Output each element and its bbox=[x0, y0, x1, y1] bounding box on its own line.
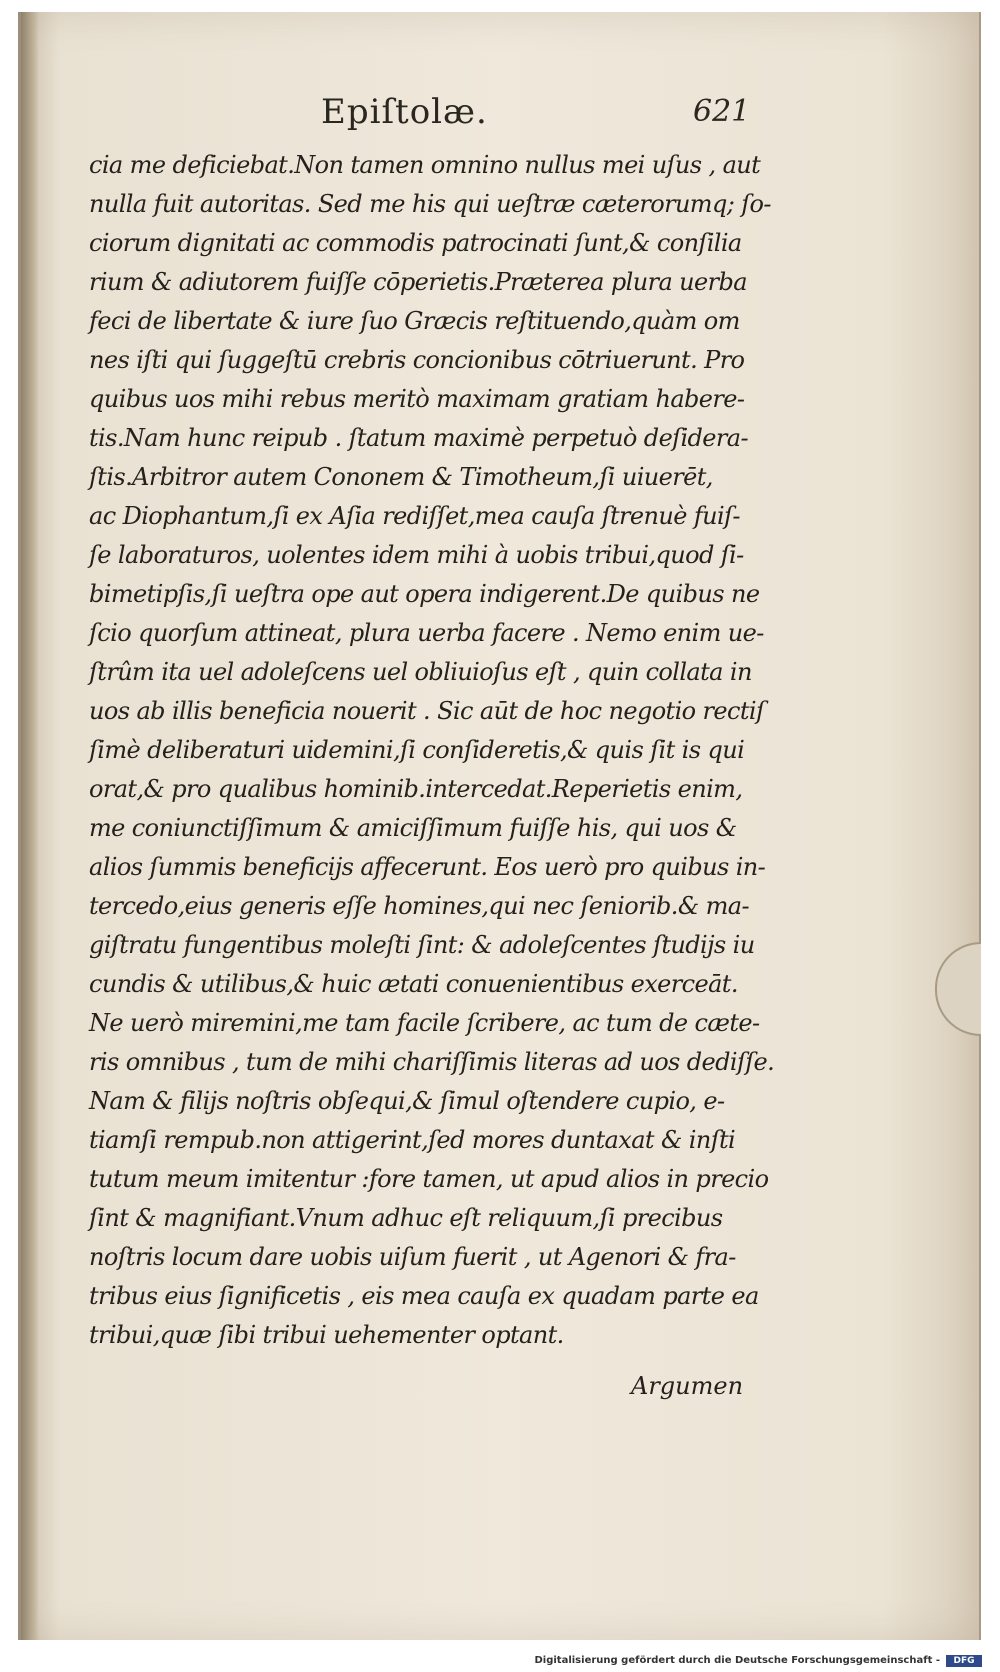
text-line: ſtrûm ita uel adoleſcens uel obliuioſus eſt , quin collata in bbox=[89, 658, 752, 686]
funding-credit: Digitalisierung gefördert durch die Deutsche Forschungsgemeinschaft - bbox=[534, 1655, 940, 1666]
text-line: giſtratu fungentibus moleſti ſint: & adoleſcentes ſtudijs iu bbox=[89, 931, 755, 959]
text-line: tutum meum imitentur :fore tamen, ut apud alios in precio bbox=[89, 1165, 769, 1193]
text-line: ſtis.Arbitror autem Cononem & Timotheum,ſi uiuerēt, bbox=[89, 463, 713, 491]
text-line: alios ſummis beneficijs affecerunt. Eos uerò pro quibus in- bbox=[89, 853, 766, 881]
text-line: ac Diophantum,ſi ex Aſia rediſſet,mea cauſa ſtrenuè fuiſ- bbox=[89, 502, 740, 530]
text-line: cia me deficiebat.Non tamen omnino nullus mei uſus , aut bbox=[89, 151, 761, 179]
text-line: nes iſti qui ſuggeſtū crebris concionibus cōtriuerunt. Pro bbox=[89, 346, 745, 374]
text-line: ſe laboraturos, uolentes idem mihi à uobis tribui,quod ſi- bbox=[89, 541, 744, 569]
text-line: nulla fuit autoritas. Sed me his qui ueſtræ cæterorumq; ſo- bbox=[89, 190, 771, 218]
text-line: feci de libertate & iure ſuo Græcis reſtituendo,quàm om bbox=[89, 307, 740, 335]
dfg-logo: DFG bbox=[946, 1655, 982, 1667]
text-line: rium & adiutorem fuiſſe cōperietis.Præterea plura uerba bbox=[89, 268, 747, 296]
text-line: cundis & utilibus,& huic ætati conuenientibus exerceāt. bbox=[89, 970, 738, 998]
text-line: ris omnibus , tum de mihi chariſſimis literas ad uos dediſſe. bbox=[89, 1048, 775, 1076]
text-line: tercedo,eius generis eſſe homines,qui nec ſeniorib.& ma- bbox=[89, 892, 749, 920]
text-line: ciorum dignitati ac commodis patrocinati ſunt,& conſilia bbox=[89, 229, 742, 257]
text-line: tribus eius ſignificetis , eis mea cauſa ex quadam parte ea bbox=[89, 1282, 759, 1310]
page-number: 621 bbox=[693, 94, 751, 129]
text-line: ſcio quorſum attineat, plura uerba facere . Nemo enim ue- bbox=[89, 619, 764, 647]
running-title: Epiſtolæ. bbox=[321, 92, 488, 132]
running-head bbox=[21, 92, 979, 142]
text-line: quibus uos mihi rebus meritò maximam gratiam habere- bbox=[89, 385, 745, 413]
text-line: uos ab illis beneficia nouerit . Sic aūt de hoc negotio rectiſ bbox=[89, 697, 765, 725]
page-tab bbox=[935, 942, 981, 1036]
binding-edge bbox=[21, 12, 39, 1640]
text-line: tiamſi rempub.non attigerint,ſed mores duntaxat & inſti bbox=[89, 1126, 736, 1154]
text-line: ſint & magnifiant.Vnum adhuc eſt reliquum,ſi precibus bbox=[89, 1204, 723, 1232]
catchword: Argumen bbox=[631, 1372, 744, 1400]
text-block bbox=[89, 146, 775, 1355]
book-page bbox=[18, 12, 981, 1640]
text-line: Ne uerò miremini,me tam facile ſcribere, ac tum de cæte- bbox=[89, 1009, 760, 1037]
text-line: me coniunctiſſimum & amiciſſimum fuiſſe his, qui uos & bbox=[89, 814, 737, 842]
footer-bar bbox=[0, 1652, 1000, 1672]
text-line: ſimè deliberaturi uidemini,ſi conſideretis,& quis ſit is qui bbox=[89, 736, 745, 764]
text-line: bimetipſis,ſi ueſtra ope aut opera indigerent.De quibus ne bbox=[89, 580, 760, 608]
text-line: Nam & filijs noſtris obſequi,& ſimul oſtendere cupio, e- bbox=[89, 1087, 725, 1115]
text-line: noſtris locum dare uobis uiſum fuerit , ut Agenori & fra- bbox=[89, 1243, 736, 1271]
text-line: tribui,quæ ſibi tribui uehementer optant. bbox=[89, 1321, 564, 1349]
text-line: tis.Nam hunc reipub . ſtatum maximè perpetuò deſidera- bbox=[89, 424, 748, 452]
text-line: orat,& pro qualibus hominib.intercedat.Reperietis enim, bbox=[89, 775, 743, 803]
